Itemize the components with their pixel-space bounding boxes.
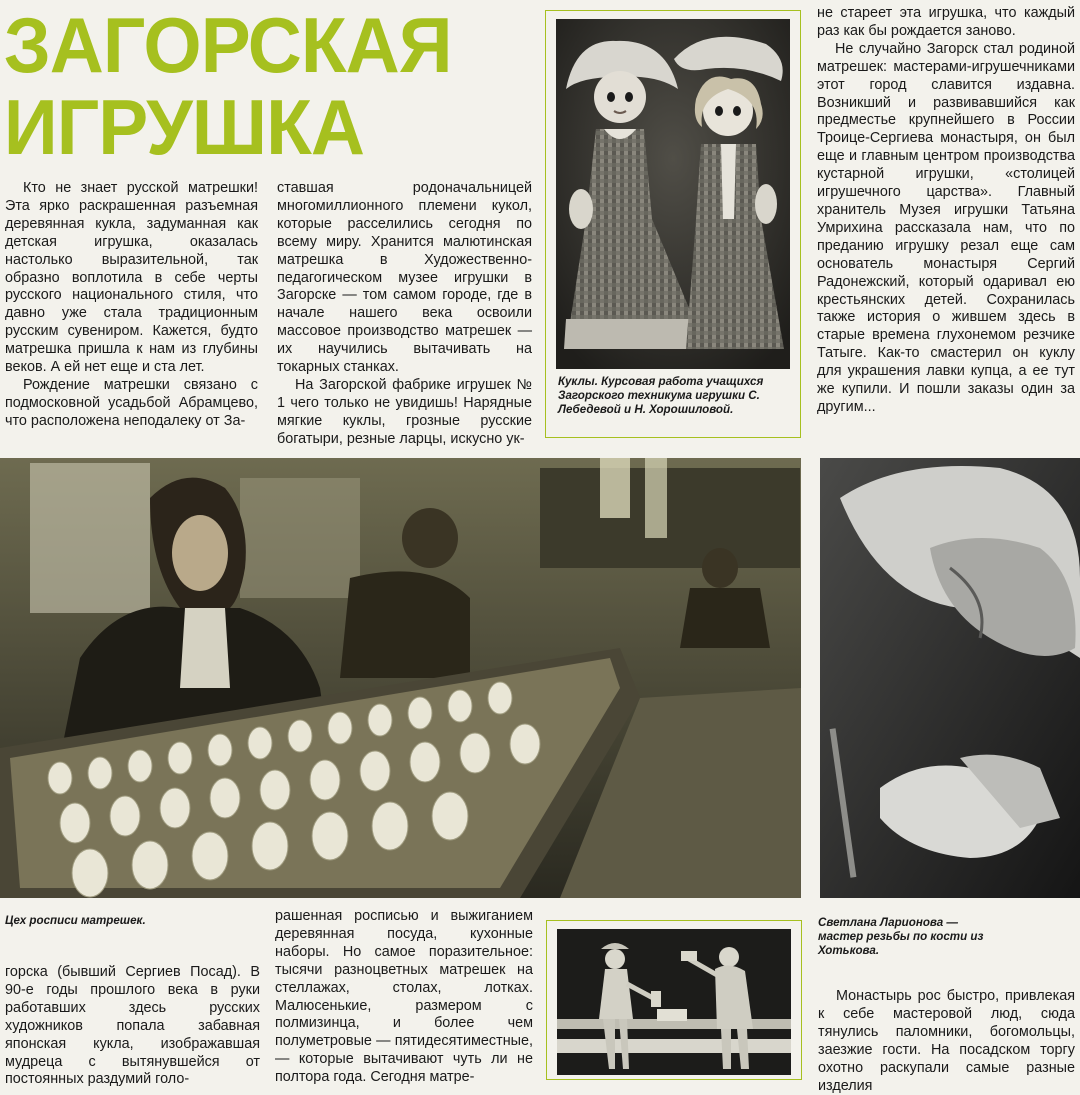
carver-illustration <box>820 458 1080 898</box>
col2-paragraph-1: ставшая родоначальницей многомиллионного племени кукол, которые расселились сегодня по всему миру. Хранится малютинская матрешка в Художественно-педагогическом музее игрушки в Загорске — том самом городе, где в начале нашего века освоили массовое производство матрешек — их научились вытачивать на токарных станках. <box>277 180 532 376</box>
headline <box>0 0 523 172</box>
carver-photo <box>820 458 1080 898</box>
workshop-caption: Цех росписи матрешек. <box>5 914 146 927</box>
bottom-column-3 <box>818 988 1075 1095</box>
dolls-photo-frame <box>545 10 801 438</box>
col3-paragraph-1: не стареет эта игрушка, что каждый раз как бы рождается заново. <box>817 5 1075 39</box>
bottom-col2-paragraph: рашенная росписью и выжиганием деревянная посуда, кухонные наборы. Но самое поразительное: тысячи разноцветных матрешек на стеллажах, столах, лотках. Малюсенькие, размером с полмизинца, и более чем полуметровые — пятидесятиместные, — которые вытачивают чуть ли не полтора года. Сегодня матре- <box>275 908 533 1086</box>
col2-paragraph-2: На Загорской фабрике игрушек № 1 чего только не увидишь! Нарядные мягкие куклы, грозные русские богатыри, резные ларцы, искусно ук- <box>277 376 532 447</box>
dolls-caption: Куклы. Курсовая работа учащихся Загорского техникума игрушки С. Лебедевой и Н. Хорошиловой. <box>558 375 764 416</box>
bottom-col3-paragraph: Монастырь рос быстро, привлекая к себе мастеровой люд, сюда тянулись паломники, богомольцы, заезжие гости. На посадском торгу охотно раскупали самые разные изделия <box>818 988 1075 1094</box>
bottom-column-2 <box>275 908 533 1087</box>
col1-paragraph-1: Кто не знает русской матрешки! Эта ярко раскрашенная разъемная деревянная кукла, задуманная как детская игрушка, оказалась настолько выразительной, так образно воплотила в себе черты русского национального стиля, что давно уже стала традиционным русским сувениром. Кажется, будто матрешка пришла к нам из глубины веков. А ей нет еще и ста лет. <box>5 180 258 376</box>
body-column-1 <box>5 180 258 431</box>
bottom-col1-paragraph: горска (бывший Сергиев Посад). В 90-е годы прошлого века в руки работавших здесь русских художников попала забавная японская кукла, изображавшая мудреца с вытянувшейся от постоянных раздумий голо- <box>5 964 260 1088</box>
carving-photo-frame <box>546 920 802 1080</box>
col3-paragraph-2: Не случайно Загорск стал родиной матрешек: мастерами-игрушечниками этот город славится издавна. Возникший и развивавшийся как предместье крупнейшего в России Троице-Сергиева монастыря, он был еще и главным центром производства кустарной игрушки, «столицей игрушечного царства». Главный хранитель Музея игрушки Татьяна Умрихина рассказала нам, что по преданию игрушку резал еще сам основатель монастыря Сергий Радонежский, который одаривал ею крестьянских детей. Сохранилась также история о жившем здесь в старые времена глухонемом резчике Татыге. Как-то смастерил он куклу для украшения лавки купца, а ее тут же купили. И пошли заказы один за другим... <box>817 40 1075 415</box>
carving-illustration <box>557 929 791 1075</box>
carver-caption: Светлана Ларионова — мастер резьбы по кости из Хотькова. <box>818 916 984 957</box>
col1-paragraph-2: Рождение матрешки связано с подмосковной усадьбой Абрамцево, что расположена неподалеку от За- <box>5 376 258 429</box>
dolls-illustration <box>556 19 790 369</box>
workshop-illustration <box>0 458 801 898</box>
dolls-photo <box>556 19 790 369</box>
carving-photo <box>557 929 791 1075</box>
workshop-photo <box>0 458 801 898</box>
body-column-2 <box>277 180 532 449</box>
bottom-column-1 <box>5 964 260 1089</box>
body-column-3 <box>817 5 1075 417</box>
headline-line-1: ЗАГОРСКАЯ <box>3 1 452 89</box>
headline-line-2: ИГРУШКА <box>3 83 364 171</box>
